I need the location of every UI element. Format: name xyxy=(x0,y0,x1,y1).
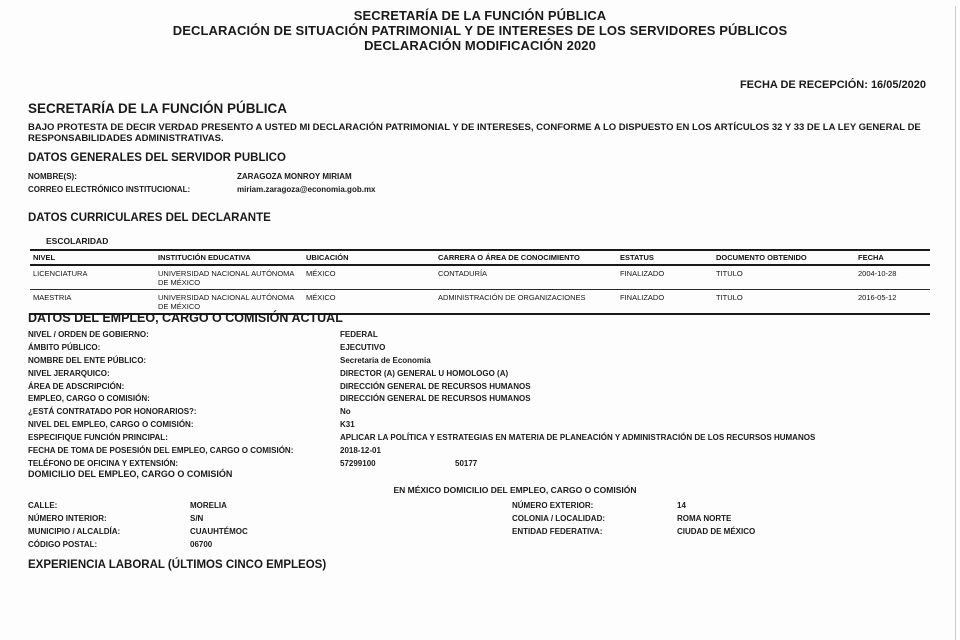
field-value: 14 xyxy=(677,501,686,510)
field-label: CORREO ELECTRÓNICO INSTITUCIONAL: xyxy=(28,185,191,194)
field-value: ZARAGOZA MONROY MIRIAM xyxy=(237,172,352,181)
table-cell: TITULO xyxy=(713,265,855,290)
table-row xyxy=(30,265,930,290)
field-label: COLONIA / LOCALIDAD: xyxy=(512,514,606,523)
table-cell: LICENCIATURA xyxy=(30,265,155,290)
field-row-nivel-empleo xyxy=(28,420,355,431)
column-header-institucion: INSTITUCIÓN EDUCATIVA xyxy=(155,250,303,265)
empleo-actual-title: DATOS DEL EMPLEO, CARGO O COMISIÓN ACTUAL xyxy=(28,311,343,325)
field-label: ÁREA DE ADSCRIPCIÓN: xyxy=(28,382,125,391)
table-cell: MÉXICO xyxy=(303,265,435,290)
field-row-ente-publico xyxy=(28,356,431,367)
column-header-nivel: NIVEL xyxy=(30,250,155,265)
field-value: ROMA NORTE xyxy=(677,514,732,523)
reception-date-label: FECHA DE RECEPCIÓN: xyxy=(739,79,868,91)
field-row-fecha-posesion xyxy=(28,446,381,457)
field-row-nivel-jerarquico xyxy=(28,369,509,380)
reception-date xyxy=(740,79,926,91)
field-row-municipio xyxy=(28,527,248,538)
field-value: K31 xyxy=(340,420,355,429)
field-label: NIVEL DEL EMPLEO, CARGO O COMISIÓN: xyxy=(28,420,194,429)
table-cell: FINALIZADO xyxy=(617,290,713,315)
field-row-nombre xyxy=(28,172,352,183)
field-value-extension: 50177 xyxy=(455,459,478,468)
field-value: DIRECTOR (A) GENERAL U HOMOLOGO (A) xyxy=(340,369,509,378)
field-label: EMPLEO, CARGO O COMISIÓN: xyxy=(28,394,150,403)
field-value: S/N xyxy=(190,514,204,523)
reception-date-value: 16/05/2020 xyxy=(870,79,926,91)
field-row-orden-gobierno xyxy=(28,330,378,341)
document-header-line-3: DECLARACIÓN MODIFICACIÓN 2020 xyxy=(364,38,596,53)
escolaridad-table xyxy=(30,249,930,315)
field-row-codigo-postal xyxy=(28,540,213,551)
column-header-fecha: FECHA xyxy=(855,250,930,265)
document-header-line-2: DECLARACIÓN DE SITUACIÓN PATRIMONIAL Y DE INTERESES DE LOS SERVIDORES PÚBLICOS xyxy=(172,23,788,38)
field-row-ambito xyxy=(28,343,386,354)
field-value: MORELIA xyxy=(190,501,227,510)
field-row-entidad xyxy=(512,527,756,538)
field-row-area-adscripcion xyxy=(28,382,531,393)
field-value-telefono: 57299100 xyxy=(340,459,376,468)
table-cell: UNIVERSIDAD NACIONAL AUTÓNOMA DE MÉXICO xyxy=(155,290,303,315)
field-value: APLICAR LA POLÍTICA Y ESTRATEGIAS EN MATERIA DE PLANEACIÓN Y ADMINISTRACIÓN DE LOS RECURSOS HUMANOS xyxy=(340,433,816,442)
field-label: MUNICIPIO / ALCALDÍA: xyxy=(28,527,121,536)
field-label: ÁMBITO PÚBLICO: xyxy=(28,343,101,352)
field-label: TELÉFONO DE OFICINA Y EXTENSIÓN: xyxy=(28,459,179,468)
field-row-empleo-cargo xyxy=(28,394,531,405)
field-row-numero-interior xyxy=(28,514,204,525)
protesta-paragraph: BAJO PROTESTA DE DECIR VERDAD PRESENTO A USTED MI DECLARACIÓN PATRIMONIAL Y DE INTERESES, CONFORME A LO DISPUESTO EN LOS ARTÍCULOS 32 Y 33 DE LA LEY GENERAL DE RESPONSABILIDADES ADMINISTRATIVAS. xyxy=(28,122,921,144)
field-label: NOMBRE(S): xyxy=(28,172,77,181)
field-value: CUAUHTÉMOC xyxy=(190,527,248,536)
table-cell: CONTADURÍA xyxy=(435,265,617,290)
field-row-colonia xyxy=(512,514,732,525)
field-value: 06700 xyxy=(190,540,213,549)
field-label: NIVEL JERARQUICO: xyxy=(28,369,110,378)
field-value: No xyxy=(340,407,351,416)
column-header-ubicacion: UBICACIÓN xyxy=(303,250,435,265)
field-label: ¿ESTÁ CONTRATADO POR HONORARIOS?: xyxy=(28,407,197,416)
domicilio-title: DOMICILIO DEL EMPLEO, CARGO O COMISIÓN xyxy=(28,469,233,479)
field-value: CIUDAD DE MÉXICO xyxy=(677,527,756,536)
field-label: CÓDIGO POSTAL: xyxy=(28,540,98,549)
table-cell: ADMINISTRACIÓN DE ORGANIZACIONES xyxy=(435,290,617,315)
datos-generales-title: DATOS GENERALES DEL SERVIDOR PUBLICO xyxy=(28,152,286,164)
field-label: ESPECIFIQUE FUNCIÓN PRINCIPAL: xyxy=(28,433,168,442)
table-cell: 2016-05-12 xyxy=(855,290,930,315)
document-header xyxy=(0,8,960,53)
column-header-estatus: ESTATUS xyxy=(617,250,713,265)
field-row-honorarios xyxy=(28,407,351,418)
sfp-section-title: SECRETARÍA DE LA FUNCIÓN PÚBLICA xyxy=(28,101,287,116)
table-cell: TITULO xyxy=(713,290,855,315)
column-header-carrera: CARRERA O ÁREA DE CONOCIMIENTO xyxy=(435,250,617,265)
experiencia-laboral-title: EXPERIENCIA LABORAL (ÚLTIMOS CINCO EMPLEOS) xyxy=(28,559,327,571)
field-value: FEDERAL xyxy=(340,330,378,339)
field-label: NOMBRE DEL ENTE PÚBLICO: xyxy=(28,356,147,365)
field-row-calle xyxy=(28,501,227,512)
field-label: NIVEL / ORDEN DE GOBIERNO: xyxy=(28,330,149,339)
table-cell: 2004-10-28 xyxy=(855,265,930,290)
table-cell: UNIVERSIDAD NACIONAL AUTÓNOMA DE MÉXICO xyxy=(155,265,303,290)
field-row-funcion-principal xyxy=(28,433,816,444)
field-value: Secretaria de Economia xyxy=(340,356,431,365)
column-header-documento: DOCUMENTO OBTENIDO xyxy=(713,250,855,265)
datos-curriculares-title: DATOS CURRICULARES DEL DECLARANTE xyxy=(28,212,271,224)
table-cell: MÉXICO xyxy=(303,290,435,315)
document-header-line-1: SECRETARÍA DE LA FUNCIÓN PÚBLICA xyxy=(353,8,607,23)
field-value: miriam.zaragoza@economia.gob.mx xyxy=(237,185,376,194)
domicilio-subtitle: EN MÉXICO DOMICILIO DEL EMPLEO, CARGO O COMISIÓN xyxy=(393,485,637,495)
field-row-correo xyxy=(28,185,376,196)
scan-edge-line xyxy=(955,6,956,640)
table-cell: FINALIZADO xyxy=(617,265,713,290)
field-label: CALLE: xyxy=(28,501,58,510)
table-header-row xyxy=(30,250,930,265)
field-value: EJECUTIVO xyxy=(340,343,386,352)
escolaridad-subtitle: ESCOLARIDAD xyxy=(46,236,109,246)
field-label: ENTIDAD FEDERATIVA: xyxy=(512,527,603,536)
field-label: NÚMERO EXTERIOR: xyxy=(512,501,594,510)
field-value: DIRECCIÓN GENERAL DE RECURSOS HUMANOS xyxy=(340,394,531,403)
table-cell: MAESTRIA xyxy=(30,290,155,315)
field-label: FECHA DE TOMA DE POSESIÓN DEL EMPLEO, CARGO O COMISIÓN: xyxy=(28,446,294,455)
field-value: 2018-12-01 xyxy=(340,446,381,455)
field-label: NÚMERO INTERIOR: xyxy=(28,514,107,523)
field-row-numero-exterior xyxy=(512,501,686,512)
field-value: DIRECCIÓN GENERAL DE RECURSOS HUMANOS xyxy=(340,382,531,391)
